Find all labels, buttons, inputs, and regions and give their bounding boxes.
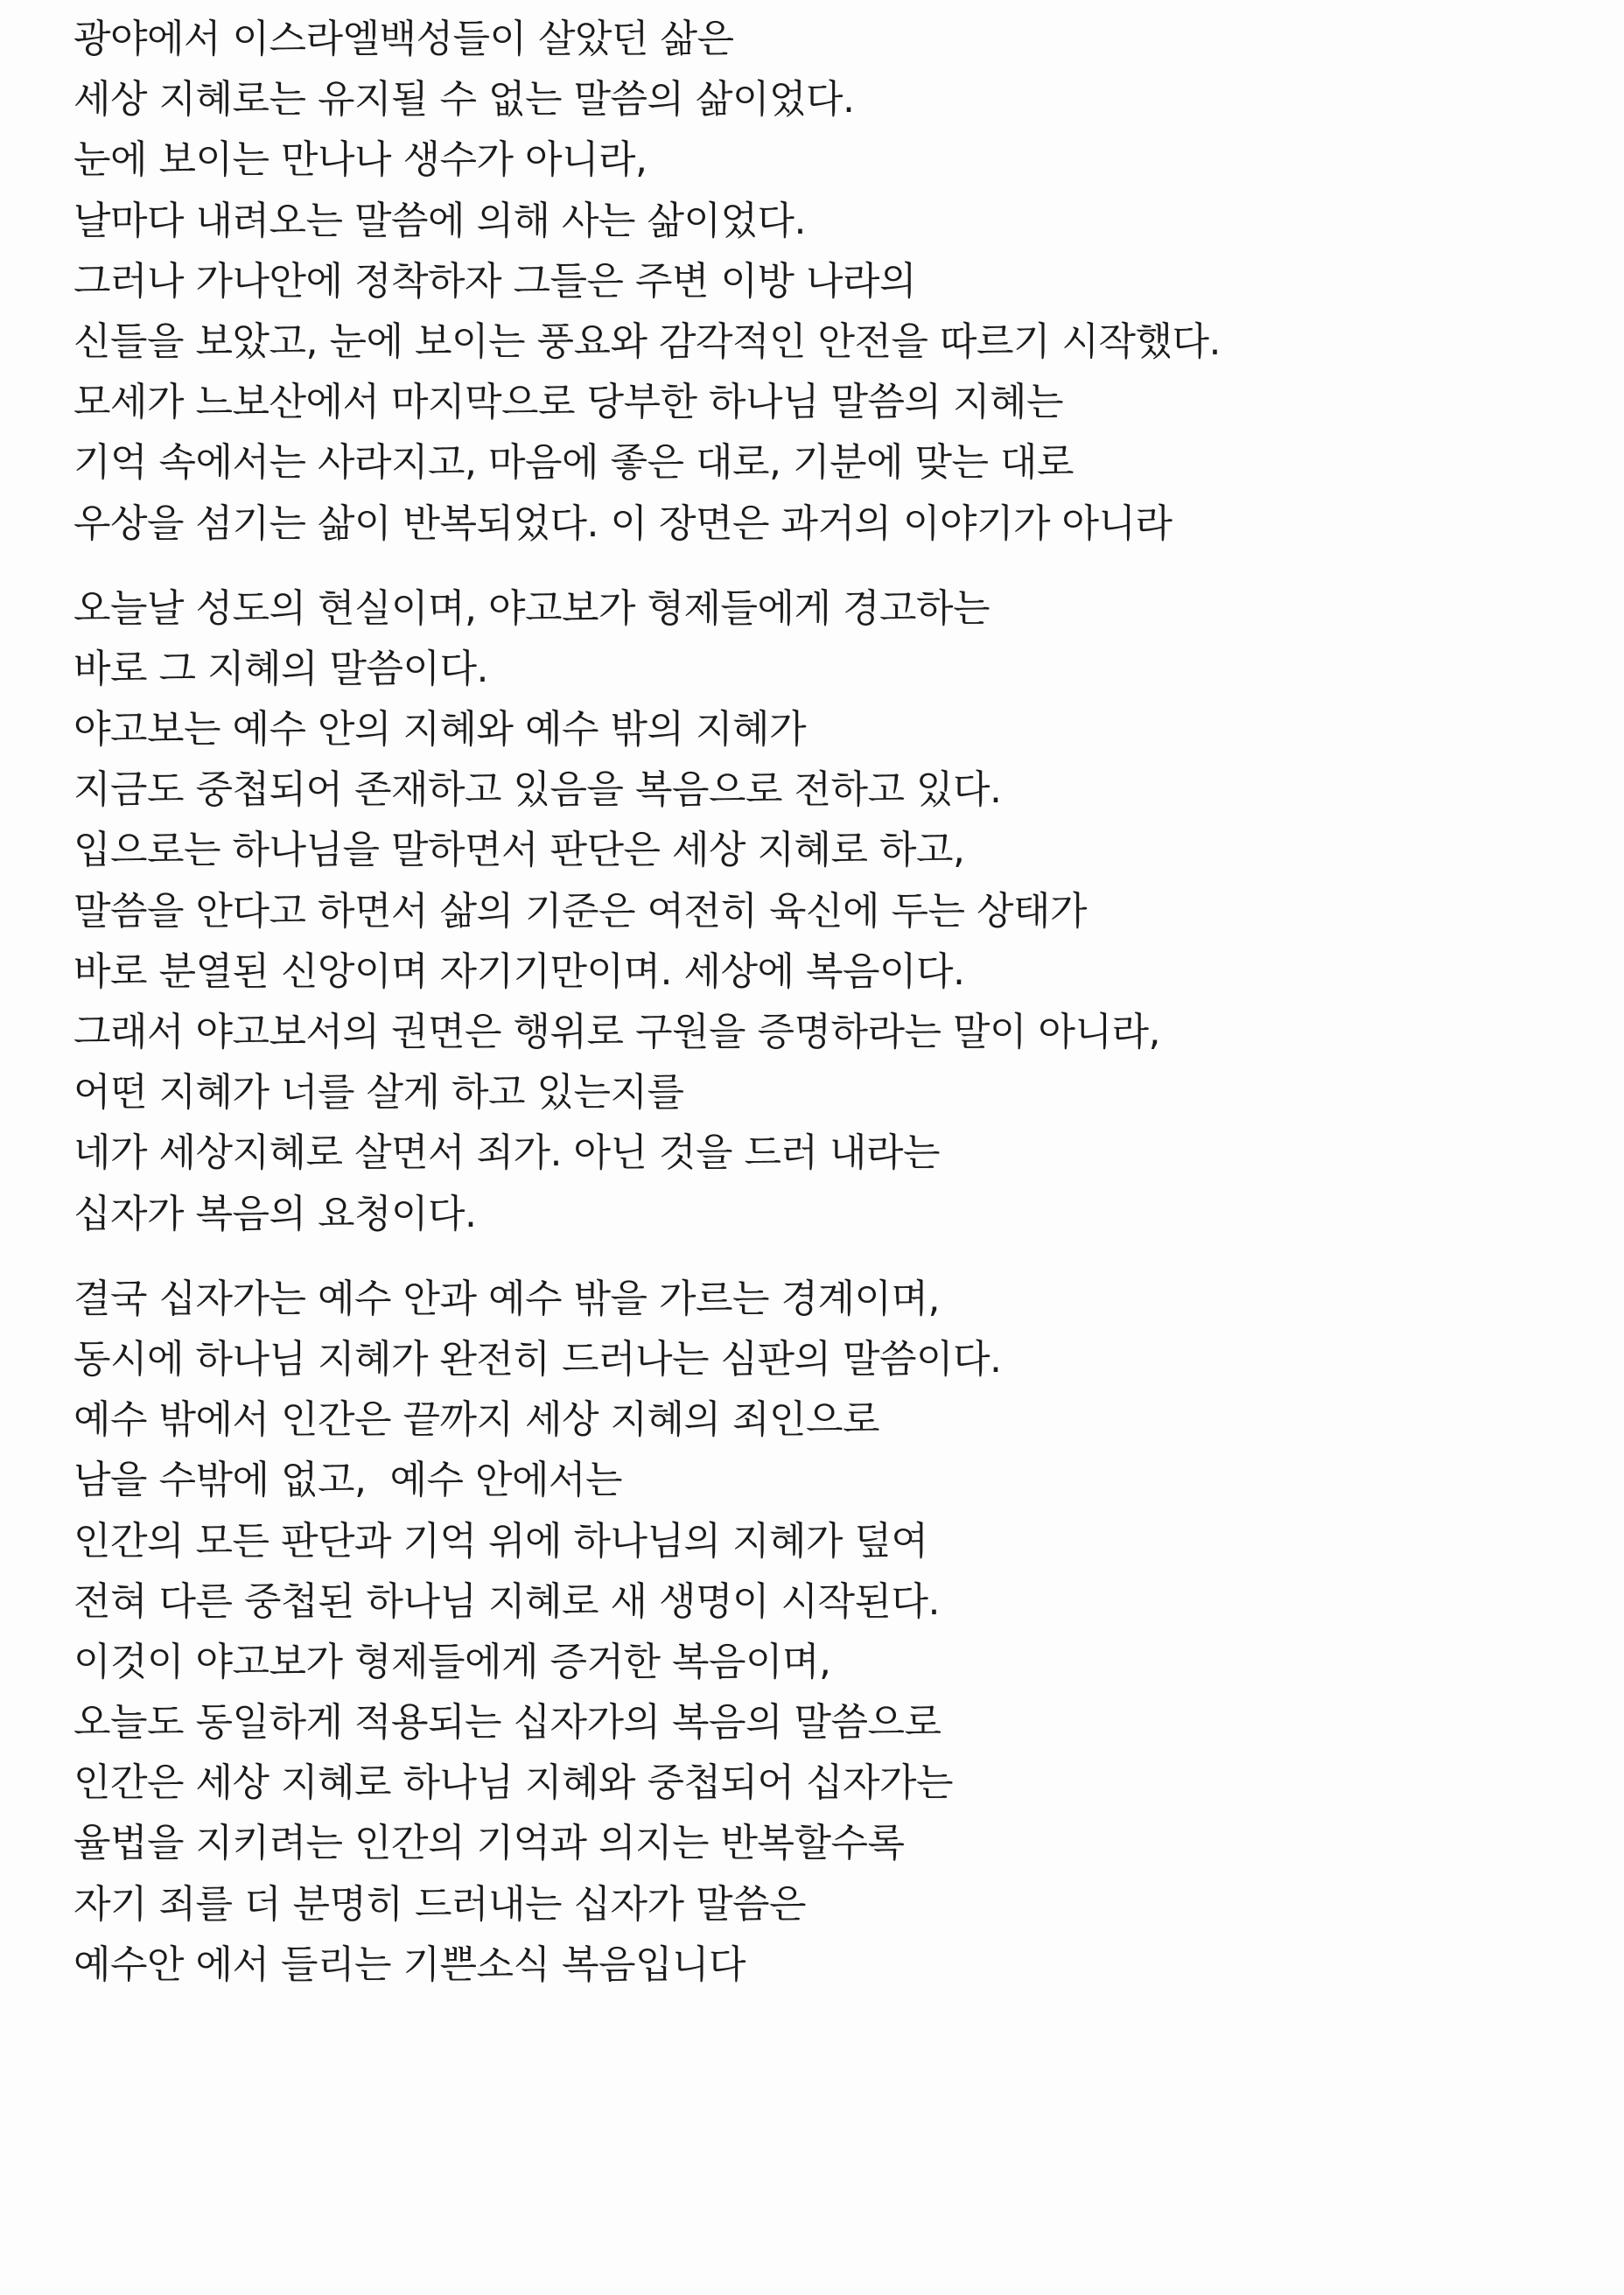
text-line: 전혀 다른 중첩된 하나님 지혜로 새 생명이 시작된다. bbox=[74, 1578, 940, 1624]
text-line: 이것이 야고보가 형제들에게 증거한 복음이며, bbox=[74, 1639, 831, 1684]
text-line: 바로 그 지혜의 말씀이다. bbox=[74, 646, 488, 691]
text-line: 십자가 복음의 요청이다. bbox=[74, 1191, 477, 1236]
paragraph-2 bbox=[74, 578, 1614, 1244]
text-line: 남을 수밖에 없고, 예수 안에서는 bbox=[74, 1458, 622, 1503]
paragraph-1 bbox=[74, 9, 1614, 554]
text-line: 인간의 모든 판단과 기억 위에 하나님의 지혜가 덮여 bbox=[74, 1518, 928, 1564]
text-line: 우상을 섬기는 삶이 반복되었다. 이 장면은 과거의 이야기가 아니라 bbox=[74, 500, 1172, 546]
text-line: 동시에 하나님 지혜가 완전히 드러나는 심판의 말씀이다. bbox=[74, 1336, 1002, 1382]
text-line: 결국 십자가는 예수 안과 예수 밖을 가르는 경계이며, bbox=[74, 1276, 940, 1321]
text-line: 어떤 지혜가 너를 살게 하고 있는지를 bbox=[74, 1070, 684, 1116]
text-line: 모세가 느보산에서 마지막으로 당부한 하나님 말씀의 지혜는 bbox=[74, 380, 1064, 425]
text-line: 오늘날 성도의 현실이며, 야고보가 형제들에게 경고하는 bbox=[74, 585, 990, 631]
text-line: 광야에서 이스라엘백성들이 살았던 삶은 bbox=[74, 17, 734, 61]
text-line: 예수 밖에서 인간은 끝까지 세상 지혜의 죄인으로 bbox=[74, 1397, 879, 1443]
text-line: 오늘도 동일하게 적용되는 십자가의 복음의 말씀으로 bbox=[74, 1700, 942, 1746]
text-line: 예수안 에서 들리는 기쁜소식 복음입니다 bbox=[74, 1942, 746, 1987]
paragraph-3 bbox=[74, 1269, 1614, 1995]
text-line: 기억 속에서는 사라지고, 마음에 좋은 대로, 기분에 맞는 대로 bbox=[74, 440, 1074, 486]
text-line: 야고보는 예수 안의 지혜와 예수 밖의 지혜가 bbox=[74, 707, 806, 752]
text-line: 네가 세상지혜로 살면서 죄가. 아닌 것을 드러 내라는 bbox=[74, 1130, 940, 1176]
text-line: 율법을 지키려는 인간의 기억과 의지는 반복할수록 bbox=[74, 1821, 905, 1866]
text-line: 그래서 야고보서의 권면은 행위로 구원을 증명하라는 말이 아니라, bbox=[74, 1010, 1160, 1054]
text-line: 말씀을 안다고 하면서 삶의 기준은 여전히 육신에 두는 상태가 bbox=[74, 888, 1087, 934]
text-line: 입으로는 하나님을 말하면서 판단은 세상 지혜로 하고, bbox=[74, 828, 965, 873]
text-line: 바로 분열된 신앙이며 자기기만이며. 세상에 복음이다. bbox=[74, 948, 965, 994]
text-line: 눈에 보이는 만나나 생수가 아니라, bbox=[74, 137, 648, 183]
text-line: 세상 지혜로는 유지될 수 없는 말씀의 삶이었다. bbox=[74, 77, 855, 122]
text-line: 인간은 세상 지혜로 하나님 지혜와 중첩되어 십자가는 bbox=[74, 1760, 954, 1806]
text-line: 그러나 가나안에 정착하자 그들은 주변 이방 나라의 bbox=[74, 258, 916, 304]
text-line: 날마다 내려오는 말씀에 의해 사는 삶이었다. bbox=[74, 198, 806, 243]
text-line: 지금도 중첩되어 존재하고 있음을 복음으로 전하고 있다. bbox=[74, 767, 1002, 813]
document-body bbox=[74, 9, 1614, 1995]
text-line: 신들을 보았고, 눈에 보이는 풍요와 감각적인 안전을 따르기 시작했다. bbox=[74, 318, 1221, 364]
text-line: 자기 죄를 더 분명히 드러내는 십자가 말씀은 bbox=[74, 1881, 806, 1927]
